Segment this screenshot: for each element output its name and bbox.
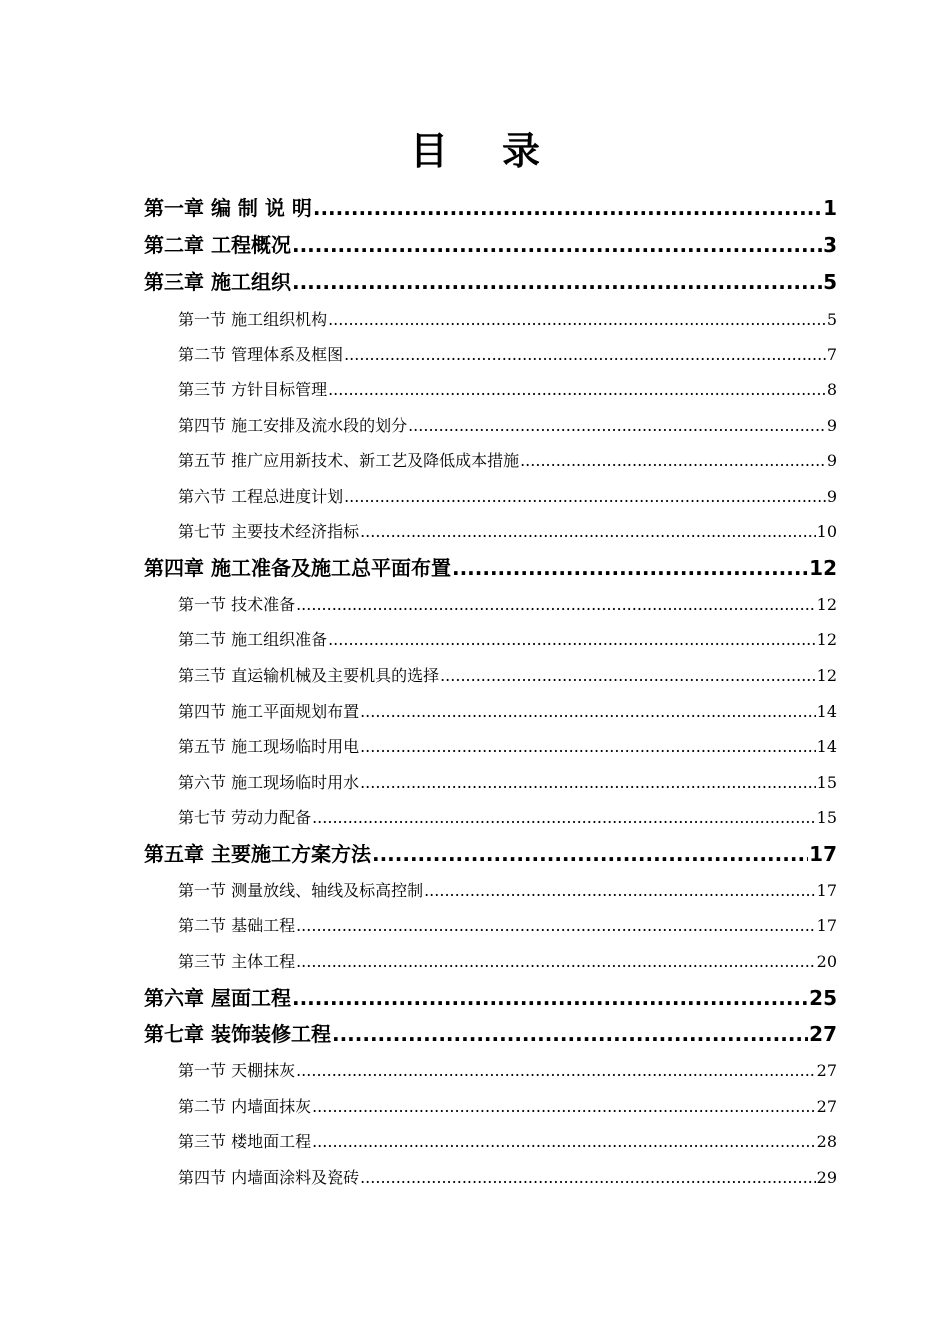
toc-entry-page: 3 <box>823 233 837 257</box>
toc-entry-label: 第五节 推广应用新技术、新工艺及降低成本措施 <box>178 451 520 470</box>
toc-entry[interactable] <box>178 803 837 833</box>
dot-leader <box>360 1163 816 1193</box>
toc-entry-page: 5 <box>826 310 837 329</box>
dot-leader <box>312 803 816 833</box>
dot-leader <box>292 981 808 1015</box>
dot-leader <box>372 837 808 871</box>
toc-entry-label: 第三节 主体工程 <box>178 952 296 971</box>
toc-entry-label: 第七节 劳动力配备 <box>178 808 312 827</box>
toc-entry-page: 14 <box>816 702 837 721</box>
toc-entry-label: 第二节 内墙面抹灰 <box>178 1097 312 1116</box>
toc-entry-page: 12 <box>816 666 837 685</box>
toc-entry-page: 28 <box>816 1132 837 1151</box>
toc-entry-label: 第二章 工程概况 <box>144 233 291 257</box>
dot-leader <box>292 228 822 262</box>
toc-entry-page: 29 <box>816 1168 837 1187</box>
toc-entry-label: 第六节 施工现场临时用水 <box>178 773 360 792</box>
toc-entry-label: 第二节 管理体系及框图 <box>178 345 344 364</box>
toc-entry-page: 9 <box>826 487 837 506</box>
toc-entry-label: 第六节 工程总进度计划 <box>178 487 344 506</box>
toc-entry[interactable] <box>178 446 837 476</box>
dot-leader <box>520 446 826 476</box>
toc-entry-label: 第一节 施工组织机构 <box>178 310 328 329</box>
toc-entry-page: 5 <box>823 270 837 294</box>
toc-entry-page: 12 <box>816 630 837 649</box>
toc-entry[interactable] <box>178 697 837 727</box>
dot-leader <box>360 697 816 727</box>
toc-entry[interactable] <box>178 768 837 798</box>
toc-title-part1: 目 <box>409 129 448 173</box>
dot-leader <box>360 732 816 762</box>
dot-leader <box>328 625 816 655</box>
dot-leader <box>360 517 816 547</box>
toc-entry-label: 第一节 天棚抹灰 <box>178 1061 296 1080</box>
toc-entry-label: 第一节 技术准备 <box>178 595 296 614</box>
dot-leader <box>312 1092 816 1122</box>
toc-entry[interactable] <box>144 1017 837 1051</box>
toc-entry[interactable] <box>178 411 837 441</box>
toc-entry-label: 第五节 施工现场临时用电 <box>178 737 360 756</box>
toc-entry[interactable] <box>178 947 837 977</box>
dot-leader <box>328 305 826 335</box>
toc-entry[interactable] <box>178 305 837 335</box>
toc-entry[interactable] <box>144 837 837 871</box>
toc-entry[interactable] <box>178 1056 837 1086</box>
toc-entry-page: 10 <box>816 522 837 541</box>
toc-entry-page: 14 <box>816 737 837 756</box>
toc-entry-label: 第四节 施工平面规划布置 <box>178 702 360 721</box>
toc-entry[interactable] <box>178 1092 837 1122</box>
dot-leader <box>312 1127 816 1157</box>
toc-entry[interactable] <box>178 590 837 620</box>
toc-entry-page: 17 <box>816 881 837 900</box>
toc-entry-page: 7 <box>826 345 837 364</box>
toc-entry-label: 第三节 直运输机械及主要机具的选择 <box>178 666 440 685</box>
toc-entry-page: 27 <box>809 1022 837 1046</box>
toc-entry-page: 17 <box>809 842 837 866</box>
dot-leader <box>344 340 826 370</box>
dot-leader <box>424 876 816 906</box>
toc-entry-page: 8 <box>826 380 837 399</box>
dot-leader <box>296 947 816 977</box>
toc-entry-label: 第一章 编 制 说 明 <box>144 196 312 220</box>
toc-entry-page: 20 <box>816 952 837 971</box>
dot-leader <box>440 661 816 691</box>
dot-leader <box>292 265 822 299</box>
dot-leader <box>332 1017 808 1051</box>
toc-entry-label: 第四节 施工安排及流水段的划分 <box>178 416 408 435</box>
toc-entry-label: 第三章 施工组织 <box>144 270 291 294</box>
toc-entry-label: 第四节 内墙面涂料及瓷砖 <box>178 1168 360 1187</box>
toc-entry[interactable] <box>178 625 837 655</box>
dot-leader <box>313 191 822 225</box>
dot-leader <box>296 590 816 620</box>
dot-leader <box>296 1056 816 1086</box>
dot-leader <box>408 411 826 441</box>
dot-leader <box>452 551 808 585</box>
toc-entry-label: 第七节 主要技术经济指标 <box>178 522 360 541</box>
toc-entry-page: 17 <box>816 916 837 935</box>
toc-entry[interactable] <box>144 191 837 225</box>
toc-entry[interactable] <box>144 228 837 262</box>
toc-entry[interactable] <box>178 482 837 512</box>
dot-leader <box>344 482 826 512</box>
dot-leader <box>296 911 816 941</box>
toc-entry-page: 12 <box>809 556 837 580</box>
toc-entry-label: 第七章 装饰装修工程 <box>144 1022 331 1046</box>
toc-entry-page: 15 <box>816 808 837 827</box>
toc-title-part2: 录 <box>502 129 541 173</box>
toc-entry[interactable] <box>178 1127 837 1157</box>
toc-entry-page: 25 <box>809 986 837 1010</box>
toc-entry-page: 15 <box>816 773 837 792</box>
toc-entry-label: 第三节 楼地面工程 <box>178 1132 312 1151</box>
toc-entry[interactable] <box>178 340 837 370</box>
toc-entry[interactable] <box>178 375 837 405</box>
toc-entry-page: 1 <box>823 196 837 220</box>
toc-entry[interactable] <box>144 551 837 585</box>
toc-entry-label: 第四章 施工准备及施工总平面布置 <box>144 556 451 580</box>
toc-entry-page: 12 <box>816 595 837 614</box>
toc-entry-label: 第五章 主要施工方案方法 <box>144 842 371 866</box>
toc-entry-page: 27 <box>816 1061 837 1080</box>
dot-leader <box>360 768 816 798</box>
toc-entry[interactable] <box>144 265 837 299</box>
toc-entry[interactable] <box>178 732 837 762</box>
toc-entry-label: 第二节 基础工程 <box>178 916 296 935</box>
toc-entry-label: 第二节 施工组织准备 <box>178 630 328 649</box>
toc-entry-label: 第一节 测量放线、轴线及标高控制 <box>178 881 424 900</box>
toc-entry[interactable] <box>178 517 837 547</box>
toc-entry-label: 第三节 方针目标管理 <box>178 380 328 399</box>
toc-entry-page: 9 <box>826 416 837 435</box>
toc-entry[interactable] <box>178 876 837 906</box>
toc-entry[interactable] <box>178 911 837 941</box>
toc-entry[interactable] <box>178 661 837 691</box>
toc-entry-label: 第六章 屋面工程 <box>144 986 291 1010</box>
toc-entry-page: 9 <box>826 451 837 470</box>
toc-entry[interactable] <box>144 981 837 1015</box>
toc-entry[interactable] <box>178 1163 837 1193</box>
toc-entry-page: 27 <box>816 1097 837 1116</box>
dot-leader <box>328 375 826 405</box>
